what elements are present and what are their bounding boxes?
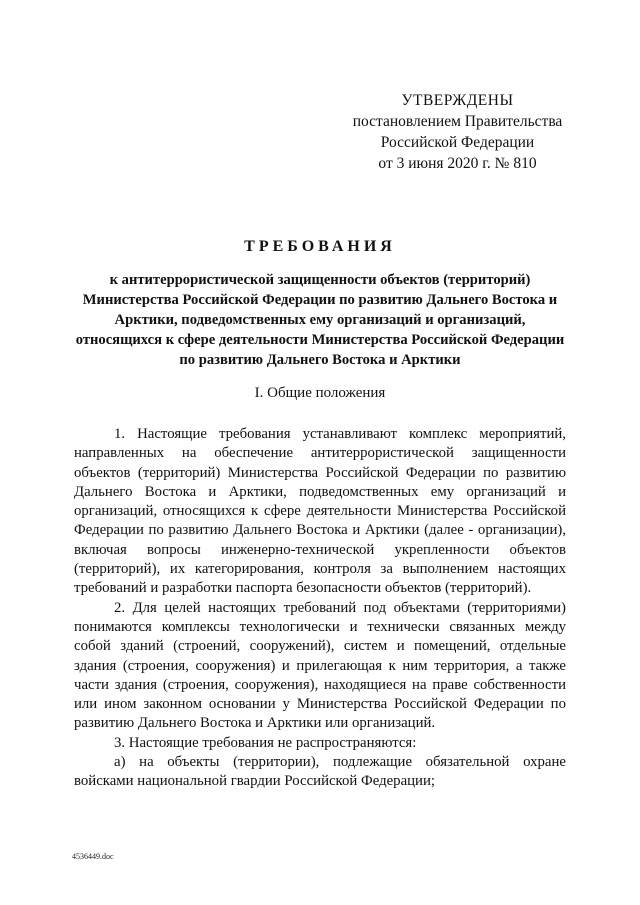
approval-title: УТВЕРЖДЕНЫ	[401, 92, 514, 109]
document-title: ТРЕБОВАНИЯ	[244, 238, 396, 255]
document-title-block	[70, 238, 570, 370]
document-subtitle: к антитеррористической защищенности объектов (территорий) Министерства Российской Федерации по развитию Дальнего Востока и Арктики, подведомственных ему организаций и организаций, относящихся к сфере деятельности Министерства Российской Федерации по развитию Дальнего Востока и Арктики	[75, 272, 565, 368]
approval-stamp	[350, 90, 565, 174]
paragraph-1: 1. Настоящие требования устанавливают комплекс мероприятий, направленных на обеспечение антитеррористической защищенности объектов (территорий) Министерства Российской Федерации по развитию Дальнего Востока и Арктики, подведомственных ему организаций и организаций, относящихся к сфере деятельности Министерства Российской Федерации по развитию Дальнего Востока и Арктики (далее - организации), включая вопросы инженерно-технической укрепленности объектов (территорий), их категорирования, контроля за выполнением настоящих требований и разработки паспорта безопасности объектов (территорий).	[74, 426, 566, 597]
approval-line-1: постановлением Правительства	[352, 113, 563, 130]
approval-line-3: от 3 июня 2020 г. № 810	[378, 155, 537, 172]
approval-line-2: Российской Федерации	[380, 134, 535, 151]
paragraph-3a: а) на объекты (территории), подлежащие обязательной охране войсками национальной гвардии Российской Федерации;	[74, 754, 566, 790]
section-heading: I. Общие положения	[254, 385, 386, 401]
paragraph-2: 2. Для целей настоящих требований под объектами (территориями) понимаются комплексы технологически и технически связанных между собой зданий (строений, сооружений), систем и помещений, отдельные здания (строения, сооружения) и прилегающая к ним территория, а также части здания (строения, сооружения), находящиеся на праве собственности или ином законном основании у Министерства Российской Федерации по развитию Дальнего Востока и Арктики или организаций.	[74, 599, 566, 732]
document-body	[74, 425, 566, 792]
paragraph-3: 3. Настоящие требования не распространяются:	[114, 734, 417, 751]
footer-doc-id: 4536449.doc	[72, 852, 114, 861]
